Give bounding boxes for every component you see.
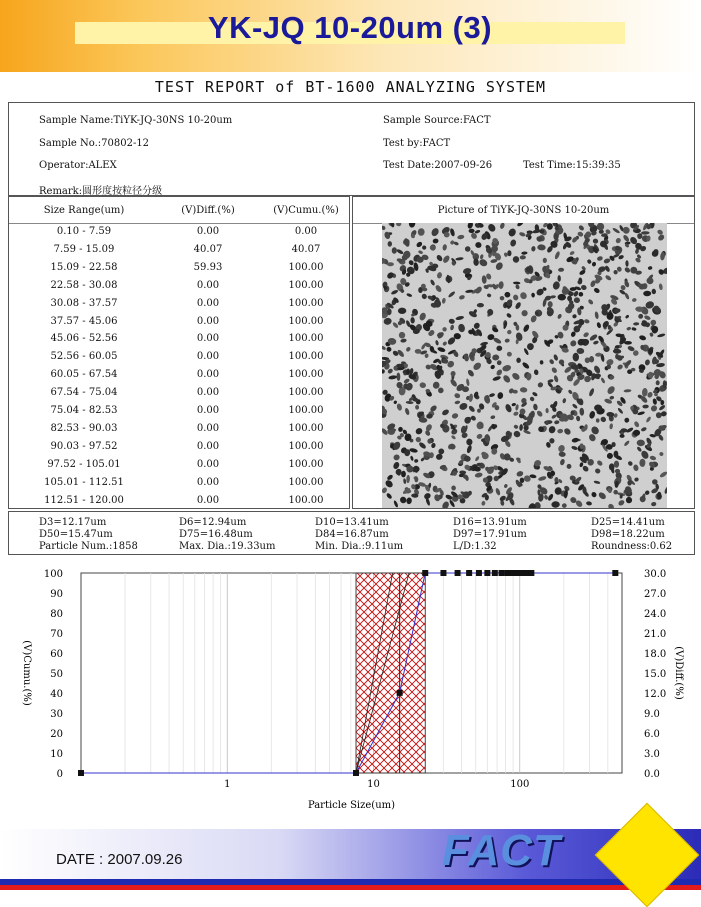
cell-size-range: 90.03 - 97.52	[50, 440, 118, 452]
cell-cumu: 100.00	[288, 279, 324, 291]
cell-cumu: 40.07	[291, 243, 321, 255]
cell-diff: 0.00	[196, 476, 220, 488]
y-left-axis-label: (V)Cumu.(%)	[21, 640, 32, 706]
report-title: TEST REPORT of BT-1600 ANALYZING SYSTEM	[154, 78, 547, 96]
y-right-tick-label: 9.0	[644, 709, 660, 720]
stat-value: L/D:1.32	[453, 541, 497, 552]
cell-cumu: 100.00	[288, 422, 324, 434]
x-tick-label: 10	[367, 779, 380, 790]
y-right-tick-label: 21.0	[644, 629, 667, 640]
cell-cumu: 100.00	[288, 458, 324, 470]
cumulative-point	[499, 570, 505, 576]
cell-diff: 0.00	[196, 333, 220, 345]
cell-size-range: 75.04 - 82.53	[50, 405, 118, 416]
test-time: Test Time:15:39:35	[523, 160, 621, 171]
stat-value: D98=18.22um	[591, 529, 665, 540]
cell-size-range: 37.57 - 45.06	[50, 315, 118, 327]
cell-size-range: 7.59 - 15.09	[53, 243, 115, 255]
sample-no: Sample No.:70802-12	[39, 138, 150, 149]
cumulative-point	[476, 570, 482, 576]
stat-value: Max. Dia.:19.33um	[179, 541, 276, 552]
x-tick-label: 100	[510, 779, 530, 790]
particle	[507, 250, 511, 256]
x-tick-label: 1	[224, 779, 231, 790]
cell-cumu: 100.00	[288, 333, 324, 345]
cell-diff: 0.00	[196, 440, 220, 452]
stat-value: D84=16.87um	[315, 529, 389, 540]
diff-bar	[356, 573, 400, 773]
cumulative-point	[455, 570, 461, 576]
remark: Remark:圆形度按粒径分级	[39, 186, 163, 197]
stat-value: D10=13.41um	[315, 517, 389, 528]
y-right-tick-label: 30.0	[644, 569, 667, 580]
cell-cumu: 0.00	[294, 226, 318, 237]
particle	[627, 480, 631, 485]
cell-diff: 0.00	[196, 422, 220, 434]
y-right-tick-label: 3.0	[644, 749, 660, 760]
stat-value: D25=14.41um	[591, 517, 665, 528]
y-left-tick-label: 30	[50, 709, 63, 720]
y-right-tick-label: 6.0	[644, 729, 660, 740]
y-right-tick-label: 27.0	[644, 589, 667, 600]
test-date: Test Date:2007-09-26	[383, 160, 493, 171]
cumulative-point	[612, 570, 618, 576]
cell-size-range: 67.54 - 75.04	[50, 387, 118, 399]
y-left-tick-label: 100	[43, 569, 63, 580]
stat-value: D97=17.91um	[453, 529, 527, 540]
stat-value: D3=12.17um	[39, 517, 107, 528]
cell-size-range: 30.08 - 37.57	[50, 297, 118, 309]
cell-diff: 0.00	[196, 405, 220, 416]
y-right-tick-label: 24.0	[644, 609, 667, 620]
fact-logo: FACT	[442, 826, 561, 875]
y-left-tick-label: 90	[50, 589, 63, 600]
cell-cumu: 100.00	[288, 297, 324, 309]
cumulative-point	[440, 570, 446, 576]
cell-size-range: 112.51 - 120.00	[44, 494, 124, 506]
particle	[543, 258, 547, 263]
y-right-tick-label: 18.0	[644, 649, 667, 660]
cumulative-point	[78, 770, 84, 776]
cell-cumu: 100.00	[288, 476, 324, 488]
cumulative-point	[466, 570, 472, 576]
cumulative-point	[528, 570, 534, 576]
cell-size-range: 15.09 - 22.58	[50, 261, 118, 273]
cumulative-point	[484, 570, 490, 576]
col-header-size-range: Size Range(um)	[43, 205, 125, 216]
y-left-tick-label: 50	[50, 669, 63, 680]
cell-diff: 0.00	[196, 387, 220, 399]
sample-name: Sample Name:TiYK-JQ-30NS 10-20um	[39, 115, 233, 126]
test-by: Test by:FACT	[383, 138, 451, 149]
y-left-tick-label: 70	[50, 629, 63, 640]
x-axis-label: Particle Size(um)	[307, 800, 396, 811]
page-title: YK-JQ 10-20um (3)	[207, 10, 493, 45]
cell-cumu: 100.00	[288, 440, 324, 452]
cell-size-range: 22.58 - 30.08	[50, 279, 118, 291]
y-left-tick-label: 80	[50, 609, 63, 620]
picture-title: Picture of TiYK-JQ-30NS 10-20um	[437, 205, 610, 216]
cell-diff: 0.00	[196, 226, 220, 237]
cell-size-range: 105.01 - 112.51	[44, 476, 124, 488]
cell-diff: 0.00	[196, 369, 220, 381]
particle	[596, 418, 600, 422]
cumulative-point	[492, 570, 498, 576]
y-right-tick-label: 0.0	[644, 769, 660, 780]
plot-area	[81, 573, 622, 773]
footer-date: DATE : 2007.09.26	[56, 851, 183, 868]
particle-picture-box	[352, 196, 695, 509]
yellow-diamond-logo	[595, 803, 700, 907]
y-left-tick-label: 40	[50, 689, 63, 700]
cell-diff: 40.07	[193, 243, 223, 255]
stat-value: Min. Dia.:9.11um	[315, 541, 404, 552]
y-left-tick-label: 60	[50, 649, 63, 660]
distribution-chart	[0, 560, 701, 815]
stat-value: Particle Num.:1858	[39, 541, 138, 552]
cumulative-point	[505, 570, 511, 576]
operator: Operator:ALEX	[39, 160, 117, 171]
cell-diff: 0.00	[196, 315, 220, 327]
y-right-tick-label: 15.0	[644, 669, 667, 680]
cell-size-range: 82.53 - 90.03	[50, 422, 118, 434]
y-left-tick-label: 10	[50, 749, 63, 760]
cell-diff: 59.93	[193, 261, 223, 273]
cell-diff: 0.00	[196, 351, 220, 363]
cell-diff: 0.00	[196, 458, 220, 470]
cell-cumu: 100.00	[288, 315, 324, 327]
cell-size-range: 97.52 - 105.01	[47, 458, 121, 470]
particle	[620, 434, 625, 438]
footer-red-line	[0, 885, 701, 890]
col-header-cumu: (V)Cumu.(%)	[273, 205, 339, 216]
stat-value: Roundness:0.62	[591, 541, 673, 552]
y-left-tick-label: 0	[56, 769, 63, 780]
cell-size-range: 45.06 - 52.56	[50, 333, 118, 345]
cell-cumu: 100.00	[288, 369, 324, 381]
cell-cumu: 100.00	[288, 494, 324, 506]
y-right-tick-label: 12.0	[644, 689, 667, 700]
stat-value: D6=12.94um	[179, 517, 247, 528]
stat-value: D75=16.48um	[179, 529, 253, 540]
cell-size-range: 0.10 - 7.59	[56, 226, 112, 237]
y-right-axis-label: (V)Diff.(%)	[673, 646, 684, 700]
size-distribution-table	[8, 196, 350, 509]
cell-diff: 0.00	[196, 297, 220, 309]
cell-cumu: 100.00	[288, 387, 324, 399]
stat-value: D50=15.47um	[39, 529, 113, 540]
particle-micrograph	[382, 223, 667, 508]
cumulative-point	[397, 690, 403, 696]
cumulative-point	[353, 770, 359, 776]
particle	[462, 386, 469, 392]
statistics-box	[8, 511, 695, 555]
y-left-tick-label: 20	[50, 729, 63, 740]
cell-diff: 0.00	[196, 494, 220, 506]
cell-cumu: 100.00	[288, 261, 324, 273]
table-header-divider	[9, 223, 349, 224]
cell-size-range: 60.05 - 67.54	[50, 369, 118, 381]
stat-value: D16=13.91um	[453, 517, 527, 528]
cell-size-range: 52.56 - 60.05	[50, 351, 118, 363]
sample-source: Sample Source:FACT	[383, 115, 491, 126]
particle	[387, 262, 394, 266]
col-header-diff: (V)Diff.(%)	[181, 205, 235, 216]
cell-diff: 0.00	[196, 279, 220, 291]
cumulative-point	[422, 570, 428, 576]
sample-info-box	[8, 102, 695, 196]
cell-cumu: 100.00	[288, 351, 324, 363]
cell-cumu: 100.00	[288, 405, 324, 416]
